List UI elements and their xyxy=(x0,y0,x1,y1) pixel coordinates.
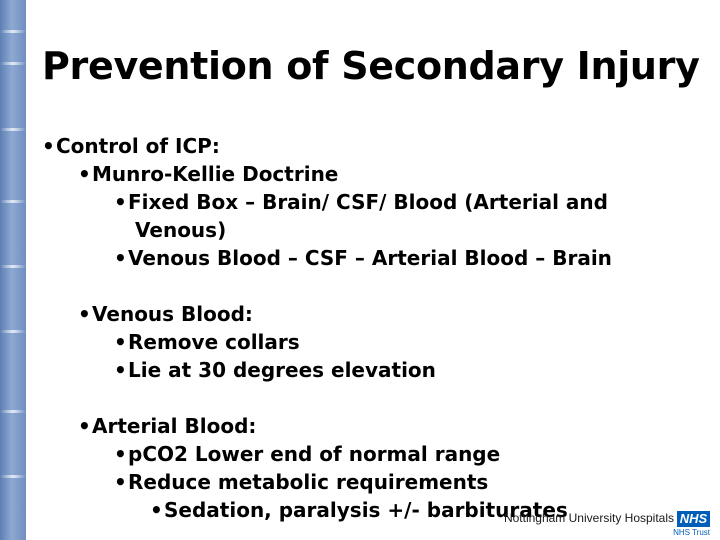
nhs-trust-label: NHS Trust xyxy=(673,528,710,537)
bullet-item xyxy=(114,244,612,272)
bullet-text: Munro-Kellie Doctrine xyxy=(92,162,339,186)
bullet-item xyxy=(78,300,253,328)
bullet-marker: • xyxy=(114,470,127,494)
bullet-text: Venous Blood: xyxy=(92,302,253,326)
bullet-continuation xyxy=(135,216,226,244)
bullet-text: Sedation, paralysis +/- barbiturates xyxy=(164,498,568,522)
bullet-marker: • xyxy=(114,190,127,214)
bullet-text: Reduce metabolic requirements xyxy=(128,470,489,494)
nhs-logo: NHS xyxy=(677,511,710,527)
bullet-text: Remove collars xyxy=(128,330,300,354)
bullet-item xyxy=(114,440,500,468)
bullet-marker: • xyxy=(114,358,127,382)
bullet-text: Arterial Blood: xyxy=(92,414,257,438)
bullet-marker: • xyxy=(78,302,91,326)
bullet-item xyxy=(114,468,488,496)
bullet-item xyxy=(78,160,338,188)
decorative-side-strip xyxy=(0,0,26,540)
bullet-item xyxy=(114,328,300,356)
bullet-item xyxy=(114,356,436,384)
bullet-marker: • xyxy=(114,246,127,270)
bullet-item xyxy=(114,188,608,216)
bullet-item xyxy=(42,132,220,160)
bullet-marker: • xyxy=(42,134,55,158)
slide-title: Prevention of Secondary Injury xyxy=(42,44,700,88)
bullet-marker: • xyxy=(114,330,127,354)
bullet-text: Venous Blood – CSF – Arterial Blood – Brain xyxy=(128,246,612,270)
bullet-marker: • xyxy=(114,442,127,466)
bullet-marker: • xyxy=(78,414,91,438)
bullet-marker: • xyxy=(78,162,91,186)
bullet-item xyxy=(78,412,256,440)
bullet-text: Fixed Box – Brain/ CSF/ Blood (Arterial and xyxy=(128,190,608,214)
bullet-text: Lie at 30 degrees elevation xyxy=(128,358,436,382)
bullet-text: Control of ICP: xyxy=(56,134,220,158)
bullet-text: pCO2 Lower end of normal range xyxy=(128,442,501,466)
bullet-marker: • xyxy=(150,498,163,522)
organization-name: Nottingham University Hospitals xyxy=(503,511,674,525)
bullet-text: Venous) xyxy=(135,218,227,242)
